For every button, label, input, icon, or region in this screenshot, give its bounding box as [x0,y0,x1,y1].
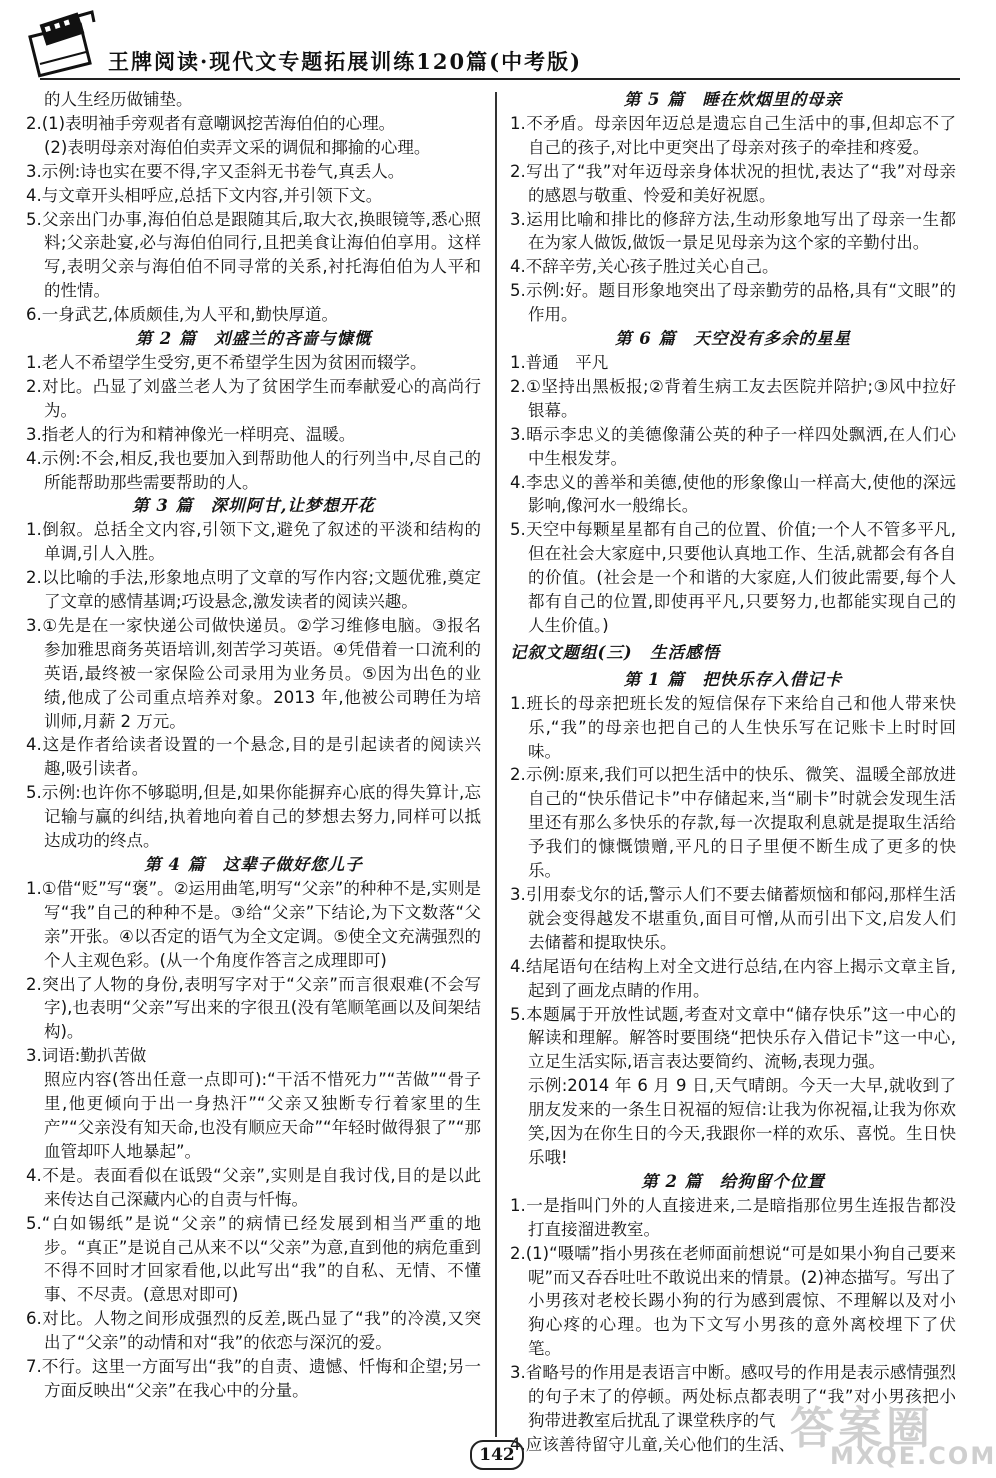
section-heading: 第 2 篇 刘盛兰的吝啬与慷慨 [135,329,372,349]
answer-item: 6.一身武艺,体质颇佳,为人平和,勤快厚道。 [26,305,338,325]
answer-item: 5.示例:好。题目形象地突出了母亲勤劳的品格,具有“文眼”的作用。 [510,281,956,325]
section-heading: 第 6 篇 天空没有多余的星星 [615,329,851,349]
answer-item: 6.对比。人物之间形成强烈的反差,既凸显了“我”的冷漠,又突出了“父亲”的动情和对“我”的依恋与深沉的爱。 [26,1309,481,1353]
answer-item: 1.倒叙。总括全文内容,引领下文,避免了叙述的平淡和结构的单调,引人入胜。 [26,520,481,564]
answer-item: 3.词语:勤扒苦做 [26,1046,147,1066]
answer-item: 1.不矛盾。母亲因年迈总是遗忘自己生活中的事,但却忘不了自己的孩子,对比中更突出了母亲对孩子的牵挂和疼爱。 [510,113,956,157]
answer-continuation: 照应内容(答出任意一点即可):“干活不惜死力”“苦做”“骨子里,他更倾向于出一身热汗”“父亲又独断专行着家里的生产”“父亲没有知天命,也没有顺应天命”“年轻时做得狠了”“那血管却吓人地暴起”。 [44,1070,481,1161]
group-heading: 记叙文题组(三) 生活感悟 [510,642,721,662]
answer-item: 2.突出了人物的身份,表明写字对于“父亲”而言很艰难(不会写字),也表明“父亲”写出来的字很丑(没有笔顺笔画以及间架结构)。 [26,974,481,1042]
column-divider [495,92,497,1437]
page-number: 142 [470,1440,524,1470]
answer-item: 5.父亲出门办事,海伯伯总是跟随其后,取大衣,换眼镜等,悉心照料;父亲赴宴,必与海伯伯同行,且把美食让海伯伯享用。这样写,表明父亲与海伯伯不同寻常的关系,衬托海伯伯为人平和的性情。 [26,209,481,301]
answer-item: 4.示例:不会,相反,我也要加入到帮助他人的行列当中,尽自己的所能帮助那些需要帮助的人。 [26,448,481,492]
answer-item: 2.(1)“嗫嚅”指小男孩在老师面前想说“可是如果小狗自己要来呢”而又吞吞吐吐不敢说出来的情景。(2)神态描写。写出了小男孩对老校长踢小狗的行为感到震惊、不理解以及对小狗心疼的心理。也为下文写小男孩的意外离校埋下了伏笔。 [510,1243,956,1359]
answer-item: 5.天空中每颗星星都有自己的位置、价值;一个人不管多平凡,但在社会大家庭中,只要他认真地工作、生活,就都会有各自的价值。(社会是一个和谐的大家庭,人们彼此需要,每个人都有自己的位置,即使再平凡,只要努力,也都能实现自己的人生价值。) [510,520,956,635]
answer-continuation: (2)表明母亲对海伯伯卖弄文采的调侃和揶揄的心理。 [44,137,431,157]
answer-item: 4.与文章开头相呼应,总括下文内容,并引领下文。 [26,185,383,205]
answer-item: 1.①借“贬”写“褒”。②运用曲笔,明写“父亲”的种种不是,实则是写“我”自己的种种不是。③给“父亲”下结论,为下文数落“父亲”开张。④以否定的语气为全文定调。⑤使全文充满强烈的个人主观色彩。(从一个角度作答言之成理即可) [26,878,481,970]
answer-item: 2.写出了“我”对年迈母亲身体状况的担忧,表达了“我”对母亲的感恩与敬重、怜爱和美好祝愿。 [510,161,956,205]
answer-item: 3.引用泰戈尔的话,警示人们不要去储蓄烦恼和郁闷,那样生活就会变得越发不堪重负,面目可憎,从而引出下文,启发人们去储蓄和提取快乐。 [510,885,956,952]
section-heading: 第 4 篇 这辈子做好您儿子 [144,855,363,874]
answer-continuation: 示例:2014 年 6 月 9 日,天气晴朗。今天一大早,就收到了朋友发来的一条生日祝福的短信:让我为你祝福,让我为你欢笑,因为在你生日的今天,我跟你一样的欢乐、喜悦。生日快乐哦! [528,1076,956,1167]
answer-item: 7.不行。这里一方面写出“我”的自责、遗憾、忏悔和企望;另一方面反映出“父亲”在我心中的分量。 [26,1357,481,1400]
header-rule [40,78,960,80]
answer-item: 4.不辞辛劳,关心孩子胜过关心自己。 [510,257,779,277]
answer-item: 2.对比。凸显了刘盛兰老人为了贫困学生而奉献爱心的高尚行为。 [26,376,481,420]
watermark-logo: 答案圈 MXQE.COM [790,1403,996,1470]
answer-item: 1.普通 平凡 [510,352,609,372]
answer-item: 4.这是作者给读者设置的一个悬念,目的是引起读者的阅读兴趣,吸引读者。 [26,735,481,779]
section-heading: 第 1 篇 把快乐存入借记卡 [623,669,843,689]
answer-item: 5.“白如锡纸”是说“父亲”的病情已经发展到相当严重的地步。“真正”是说自己从来不以“父亲”为意,直到他的病危重到不得不回时才回家看他,以此写出“我”的自私、无情、不懂事、不尽责。(意思对即可) [26,1213,481,1305]
answer-item: 5.示例:也许你不够聪明,但是,如果你能摒弃心底的得失算计,忘记输与赢的纠结,执着地向着自己的梦想去努力,同样可以抵达成功的终点。 [26,783,481,851]
book-logo-icon [30,8,100,78]
answer-item: 1.班长的母亲把班长发的短信保存下来给自己和他人带来快乐,“我”的母亲也把自己的人生快乐写在记账卡上时时回味。 [510,693,956,761]
answer-item: 4.应该善待留守儿童,关心他们的生活、 [510,1434,795,1454]
section-heading: 第 5 篇 睡在炊烟里的母亲 [623,90,843,109]
answer-item: 2.(1)表明袖手旁观者有意嘲讽挖苦海伯伯的心理。 [26,113,396,133]
header-title: 王牌阅读·现代文专题拓展训练120篇(中考版) [108,49,583,74]
answer-item: 3.指老人的行为和精神像光一样明亮、温暖。 [26,424,356,444]
answer-item: 5.本题属于开放性试题,考查对文章中“储存快乐”这一中心的解读和理解。解答时要围绕“把快乐存入借记卡”这一中心,立足生活实际,语言表达要简约、流畅,表现力强。 [510,1004,956,1072]
answer-item: 4.李忠义的善举和美德,使他的形象像山一样高大,使他的深远影响,像河水一般绵长。 [510,472,956,516]
answer-item: 1.一是指叫门外的人直接进来,二是暗指那位男生连报告都没打直接溜进教室。 [510,1195,956,1239]
answer-item: 3.示例:诗也实在要不得,字又歪斜无书卷气,真丢人。 [26,161,405,181]
answer-item: 2.以比喻的手法,形象地点明了文章的写作内容;文题优雅,奠定了文章的感情基调;巧设悬念,激发读者的阅读兴趣。 [26,568,481,612]
answer-continuation: 的人生经历做铺垫。 [44,90,193,109]
section-heading: 第 2 篇 给狗留个位置 [641,1171,825,1191]
answer-item: 4.结尾语句在结构上对全文进行总结,在内容上揭示文章主旨,起到了画龙点睛的作用。 [510,956,956,1000]
left-column [26,88,481,1403]
answer-item: 3.省略号的作用是表语言中断。感叹号的作用是表示感情强烈的句子末了的停顿。两处标点都表明了“我”对小男孩把小狗带进教室后扰乱了课堂秩序的气 [510,1363,956,1430]
answer-item: 2.①坚持出黑板报;②背着生病工友去医院并陪护;③风中拉好银幕。 [510,376,956,420]
answer-item: 1.老人不希望学生受穷,更不希望学生因为贫困而辍学。 [26,352,427,372]
section-heading: 第 3 篇 深圳阿甘,让梦想开花 [132,496,375,516]
answer-item: 2.示例:原来,我们可以把生活中的快乐、微笑、温暖全部放进自己的“快乐借记卡”中存储起来,当“刷卡”时就会发现生活里还有那么多快乐的存款,每一次提取利息就是提取生活给予我们的慷慨馈赠,平凡的日子里便不断生成了更多的快乐。 [510,765,956,881]
answer-item: 3.运用比喻和排比的修辞方法,生动形象地写出了母亲一生都在为家人做饭,做饭一景足见母亲为这个家的辛勤付出。 [510,209,956,253]
page-header [0,0,979,80]
right-column [510,88,956,1457]
answer-item: 4.不是。表面看似在诋毁“父亲”,实则是自我讨伐,目的是以此来传达自己深藏内心的自责与忏悔。 [26,1165,481,1209]
answer-item: 3.晤示李忠义的美德像蒲公英的种子一样四处飘洒,在人们心中生根发芽。 [510,424,956,468]
answer-item: 3.①先是在一家快递公司做快递员。②学习维修电脑。③报名参加雅思商务英语培训,刻苦学习英语。④凭借着一口流利的英语,最终被一家保险公司录用为业务员。⑤因为出色的业绩,他成了公司重点培养对象。2013 年,他被公司聘任为培训师,月薪 2 万元。 [26,615,481,731]
